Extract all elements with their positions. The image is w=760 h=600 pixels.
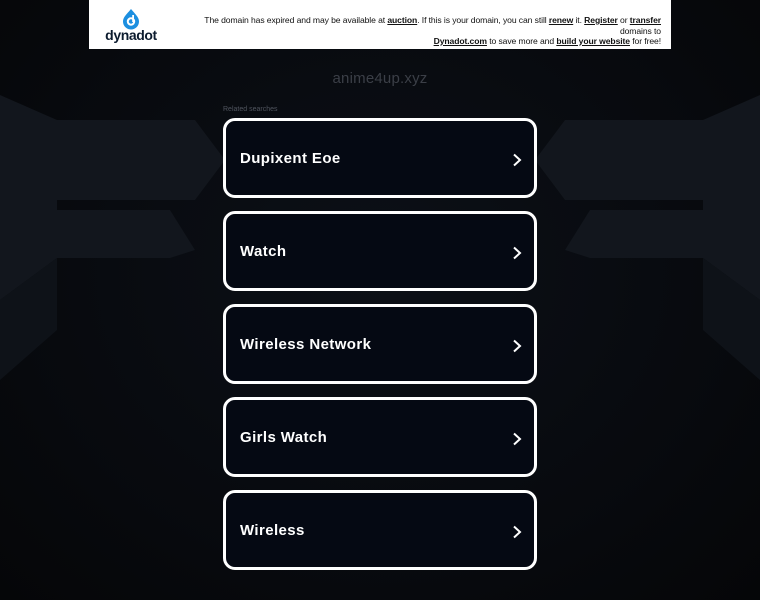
- chevron-right-icon: [511, 339, 523, 353]
- chevron-right-icon: [511, 246, 523, 260]
- banner-text-segment: to save more and: [486, 36, 557, 46]
- transfer-link[interactable]: transfer: [629, 15, 661, 25]
- expired-domain-banner: [89, 0, 671, 49]
- logo-wordmark: dynadot: [105, 27, 157, 43]
- banner-text-segment: or: [617, 15, 630, 25]
- chevron-right-icon: [511, 432, 523, 446]
- related-searches-list: [223, 118, 537, 583]
- search-item-label: Watch: [240, 243, 287, 260]
- search-item-label: Wireless Network: [240, 336, 372, 353]
- chevron-right-icon: [511, 525, 523, 539]
- search-item-wireless[interactable]: [223, 490, 537, 570]
- banner-text-segment: domains to: [619, 25, 661, 36]
- register-link[interactable]: Register: [584, 15, 618, 25]
- domain-name-title: anime4up.xyz: [332, 70, 428, 87]
- related-searches-label: Related searches: [223, 106, 278, 113]
- banner-text-segment: it.: [573, 15, 585, 25]
- search-item-label: Girls Watch: [240, 429, 328, 446]
- chevron-right-icon: [511, 153, 523, 167]
- build-website-link[interactable]: build your website: [556, 36, 630, 46]
- banner-text-segment: for free!: [629, 36, 661, 46]
- search-item-wireless-network[interactable]: [223, 304, 537, 384]
- dynadot-logo[interactable]: [103, 6, 159, 44]
- search-item-label: Wireless: [240, 522, 305, 539]
- banner-message: [191, 15, 661, 47]
- banner-text-segment: . If this is your domain, you can still: [417, 15, 549, 25]
- search-item-label: Dupixent Eoe: [240, 150, 341, 167]
- banner-text-segment: The domain has expired and may be available at: [204, 15, 388, 25]
- dynadot-link[interactable]: Dynadot.com: [433, 36, 487, 46]
- search-item-girls-watch[interactable]: [223, 397, 537, 477]
- renew-link[interactable]: renew: [548, 15, 574, 25]
- search-item-dupixent-eoe[interactable]: [223, 118, 537, 198]
- search-item-watch[interactable]: [223, 211, 537, 291]
- auction-link[interactable]: auction: [387, 15, 418, 25]
